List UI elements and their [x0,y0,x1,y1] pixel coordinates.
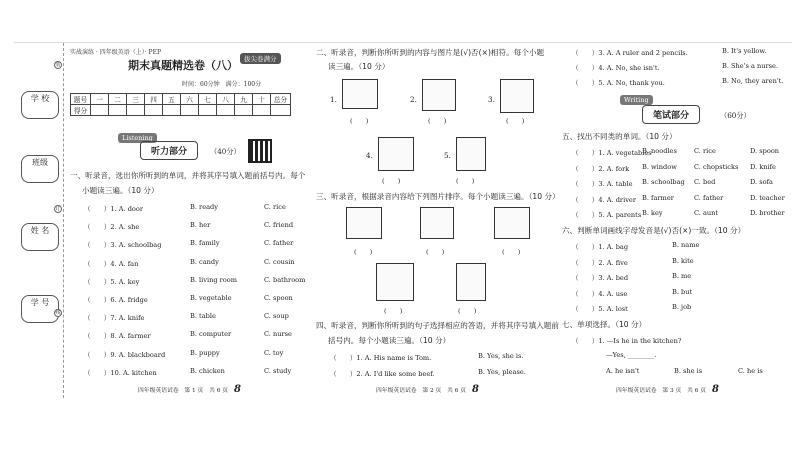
exam-sheet [14,42,792,398]
q6-option-a[interactable]: （ ）5. A. lost [572,305,628,313]
q6-option-a[interactable]: （ ）3. A. bed [572,274,629,282]
q7-answer-blank[interactable]: —Yes, ________. [606,351,657,359]
answer-paren[interactable]: ( ) [384,307,403,315]
q5-option-d[interactable]: D. knife [750,162,776,171]
score-cell[interactable] [271,105,291,116]
pic-number: 4. [366,151,373,160]
score-header-cell: 一 [91,94,109,105]
q6-option-a[interactable]: （ ）1. A. bag [572,243,629,251]
q7-option-c[interactable]: C. he is [738,367,763,375]
q1-item-option-c[interactable]: C. rice [264,203,286,211]
q1-item-option-a[interactable]: （ ）1. A. door [84,205,144,213]
q1-item-option-b[interactable]: B. computer [190,330,232,339]
score-cell[interactable] [253,105,271,116]
q1-item-option-c[interactable]: C. soup [264,312,289,321]
q1-item-option-a[interactable]: （ ）6. A. fridge [84,296,148,304]
score-cell[interactable] [127,105,145,116]
window-picture [376,263,414,301]
q1-item-option-b[interactable]: B. candy [190,257,219,266]
q1-item-option-a[interactable]: （ ）4. A. fan [84,259,139,268]
girl-picture [456,263,486,301]
class-field[interactable] [21,155,59,183]
school-field[interactable] [21,91,59,119]
score-header-cell: 二 [109,94,127,105]
score-cell[interactable] [145,105,163,116]
answer-paren[interactable]: ( ) [428,117,447,125]
q5-option-a[interactable]: （ ）4. A. driver [572,195,636,204]
q1-item-option-b[interactable]: B. ready [190,203,218,211]
q5-option-c[interactable]: C. bed [694,178,716,186]
name-field[interactable] [21,223,59,251]
q6-option-b[interactable]: B. me [672,272,692,280]
listening-points: （40分） [210,147,241,156]
q7-instruction: 七、单项选择。（10 分） [562,320,647,329]
q5-option-c[interactable]: C. chopsticks [694,162,739,171]
answer-paren[interactable]: ( ) [456,177,475,185]
school-label: 学 校 [30,94,50,103]
q1-item-option-c[interactable]: C. bathroom [264,275,306,284]
score-header-cell: 三 [127,94,145,105]
pic-number: 1. [330,95,337,104]
q1-item-option-a[interactable]: （ ）2. A. she [84,223,140,232]
score-header-cell: 八 [217,94,235,105]
listening-title [140,141,198,160]
q6-option-b[interactable]: B. job [672,303,692,311]
student-id-field[interactable] [21,295,59,323]
binding-mark: 线 [55,310,61,316]
q4-item-option-b[interactable]: B. It's yellow. [722,47,767,55]
score-cell[interactable] [91,105,109,116]
score-cell[interactable] [181,105,199,116]
score-table [70,93,291,116]
page-footer [138,384,241,395]
writing-title [642,105,700,124]
q4-item-option-a[interactable]: （ ）3. A. A ruler and 2 pencils. [572,49,688,57]
answer-paren[interactable]: ( ) [502,248,521,256]
score-row-label: 得分 [71,105,91,116]
q1-item-option-c[interactable]: C. friend [264,221,294,230]
q1-item-option-b[interactable]: B. family [190,239,220,248]
q1-item-option-c[interactable]: C. father [264,239,294,248]
q1-instruction-2: 小题读三遍。（10 分） [82,186,159,195]
score-cell[interactable] [217,105,235,116]
score-header-cell: 七 [199,94,217,105]
page-footer [616,384,719,395]
pic-number: 5. [444,151,451,160]
binding-mark: 装 [55,62,61,68]
q1-item-option-a[interactable]: （ ）8. A. farmer [84,332,151,341]
q4-item-option-a[interactable]: （ ）1. A. His name is Tom. [330,354,432,362]
q7-option-a[interactable]: A. he isn't [606,367,640,375]
class-label: 班级 [32,158,48,167]
listening-tag: Listening [118,133,157,143]
page-2 [316,43,560,398]
answer-paren[interactable]: ( ) [458,307,477,315]
cook-picture [456,137,486,171]
q1-item-option-a[interactable]: （ ）3. A. schoolbag [84,241,162,250]
q1-item-option-a[interactable]: （ ）7. A. knife [84,314,145,323]
q4-item-option-b[interactable]: B. She's a nurse. [722,62,779,70]
footer-number: 8 [471,384,479,395]
listening-title-text: 听力部分 [151,147,188,157]
knife-fork-picture [500,79,534,113]
score-header-cell: 十 [253,94,271,105]
q1-item-option-a[interactable]: （ ）5. A. key [84,277,140,286]
q3-instruction: 三、听录音，根据录音内容给下列图片排序。每个小题读三遍。（10 分） [316,192,560,201]
q2-instruction-1: 二、听录音，判断你所听到的内容与图片是(√)否(×)相符。每个小题 [316,48,545,57]
q1-item-option-c[interactable]: C. spoon [264,294,293,302]
binding-strip [14,43,64,398]
pic-number: 3. [488,95,495,104]
q7-option-b[interactable]: B. she is [674,367,703,375]
study-picture [420,207,454,239]
pic-number: 2. [410,95,417,104]
score-header-row [71,94,291,105]
footer-text: 四年级英语试卷 第 1 页 共 6 页 [138,388,229,394]
time-info: 时间：60分钟 满分：100分 [182,81,262,88]
q1-item-option-b[interactable]: B. puppy [190,348,220,357]
score-header-cell: 总分 [271,94,291,105]
score-value-row [71,105,291,116]
exam-title: 期末真题精选卷（八） [128,59,238,72]
q5-option-d[interactable]: D. spoon [750,147,780,155]
basketball-player-picture [422,79,456,111]
score-cell[interactable] [235,105,253,116]
writing-tag: Writing [620,95,653,105]
q1-item-option-b[interactable]: B. chicken [190,366,225,375]
table-picture [378,137,414,171]
q6-option-a[interactable]: （ ）4. A. use [572,289,628,298]
q1-item-option-c[interactable]: C. cousin [264,257,295,266]
score-cell[interactable] [109,105,127,116]
stamp-badge: 拔尖卷满分 [240,53,281,64]
q7-question: （ ）1. —Is he in the kitchen? [572,337,682,345]
q1-item-option-a[interactable]: （ ）9. A. blackboard [84,350,166,359]
q5-option-c[interactable]: C. aunt [694,209,719,217]
score-header-cell: 四 [145,94,163,105]
score-cell[interactable] [199,105,217,116]
q4-item-option-b[interactable]: B. Yes, please. [478,368,526,376]
q5-option-b[interactable]: B. noodles [642,147,677,155]
writing-title-text: 笔试部分 [653,111,690,121]
q6-option-a[interactable]: （ ）2. A. five [572,258,628,267]
q6-option-b[interactable]: B. but [672,287,693,296]
q1-item-option-a[interactable]: （ ）10. A. kitchen [84,368,157,377]
answer-paren[interactable]: ( ) [506,117,525,125]
q5-option-a[interactable]: （ ）2. A. fork [572,164,630,173]
qr-code-icon[interactable] [248,139,272,163]
answer-paren[interactable]: ( ) [350,117,369,125]
q1-instruction-1: 一、听录音，选出你所听到的单词，并将其序号填入题前括号内。每个 [70,171,306,180]
footer-number: 8 [233,384,241,395]
food-plate-picture [342,79,378,109]
answer-paren[interactable]: ( ) [382,177,401,185]
q5-option-c[interactable]: C. rice [694,147,716,155]
kids-picture [494,207,530,239]
q5-option-a[interactable]: （ ）3. A. table [572,180,633,188]
q5-option-b[interactable]: B. farmer [642,193,674,202]
q5-option-d[interactable]: D. teacher [750,193,785,202]
q4-instruction-1: 四、听录音，判断你所听到的句子选择相应的答语，并将其序号填入题前 [316,321,559,330]
name-label: 姓 名 [30,226,50,235]
q5-option-b[interactable]: B. schoolbag [642,178,685,186]
header-small: 实战演练 · 四年级英语（上）· PEP [70,49,161,56]
q6-option-b[interactable]: B. kite [672,256,694,265]
q4-item-option-a[interactable]: （ ）2. A. I'd like some beef. [330,370,435,378]
q4-instruction-2: 括号内。每个小题读三遍。（10 分） [328,336,451,345]
q5-instruction: 五、找出不同类的单词。（10 分） [562,132,677,141]
q1-item-option-b[interactable]: B. her [190,221,211,230]
q6-option-b[interactable]: B. name [672,241,700,249]
binding-mark: 订 [55,206,61,212]
q1-item-option-c[interactable]: C. study [264,366,292,375]
score-header-cell: 九 [235,94,253,105]
q5-option-a[interactable]: （ ）1. A. vegetables [572,149,652,157]
q5-option-a[interactable]: （ ）5. A. parents [572,211,642,219]
score-header-cell: 五 [163,94,181,105]
q1-item-option-b[interactable]: B. table [190,312,216,321]
q5-option-d[interactable]: D. sofa [750,178,773,186]
q4-item-option-b[interactable]: B. No, they aren't. [722,77,784,85]
family-picture [346,207,382,239]
q1-item-option-c[interactable]: C. toy [264,348,284,357]
q4-item-option-a[interactable]: （ ）5. A. No, thank you. [572,79,665,87]
q5-option-d[interactable]: D. brother [750,209,785,217]
footer-text: 四年级英语试卷 第 2 页 共 6 页 [376,388,467,394]
footer-number: 8 [711,384,719,395]
q5-option-b[interactable]: B. key [642,209,663,217]
page-footer [376,384,479,395]
q5-option-c[interactable]: C. father [694,193,724,202]
score-header-cell: 六 [181,94,199,105]
score-header-cell: 题号 [71,94,91,105]
answer-paren[interactable]: ( ) [354,248,373,256]
q4-item-option-a[interactable]: （ ）4. A. No, she isn't. [572,64,660,72]
q1-item-option-b[interactable]: B. living room [190,275,237,284]
q4-item-option-b[interactable]: B. Yes, she is. [478,352,524,360]
writing-points: （60分） [720,111,751,120]
q1-item-option-b[interactable]: B. vegetable [190,294,232,302]
page-3 [562,43,792,398]
page-1 [70,43,308,398]
q5-option-b[interactable]: B. window [642,162,677,171]
score-cell[interactable] [163,105,181,116]
q6-instruction: 六、判断单词画线字母发音是(√)否(×)一致。（10 分） [562,226,746,235]
student-id-label: 学 号 [30,298,50,307]
answer-paren[interactable]: ( ) [426,248,445,256]
footer-text: 四年级英语试卷 第 3 页 共 6 页 [616,388,707,394]
q1-item-option-c[interactable]: C. nurse [264,330,292,339]
q2-instruction-2: 读三遍。（10 分） [328,62,390,71]
